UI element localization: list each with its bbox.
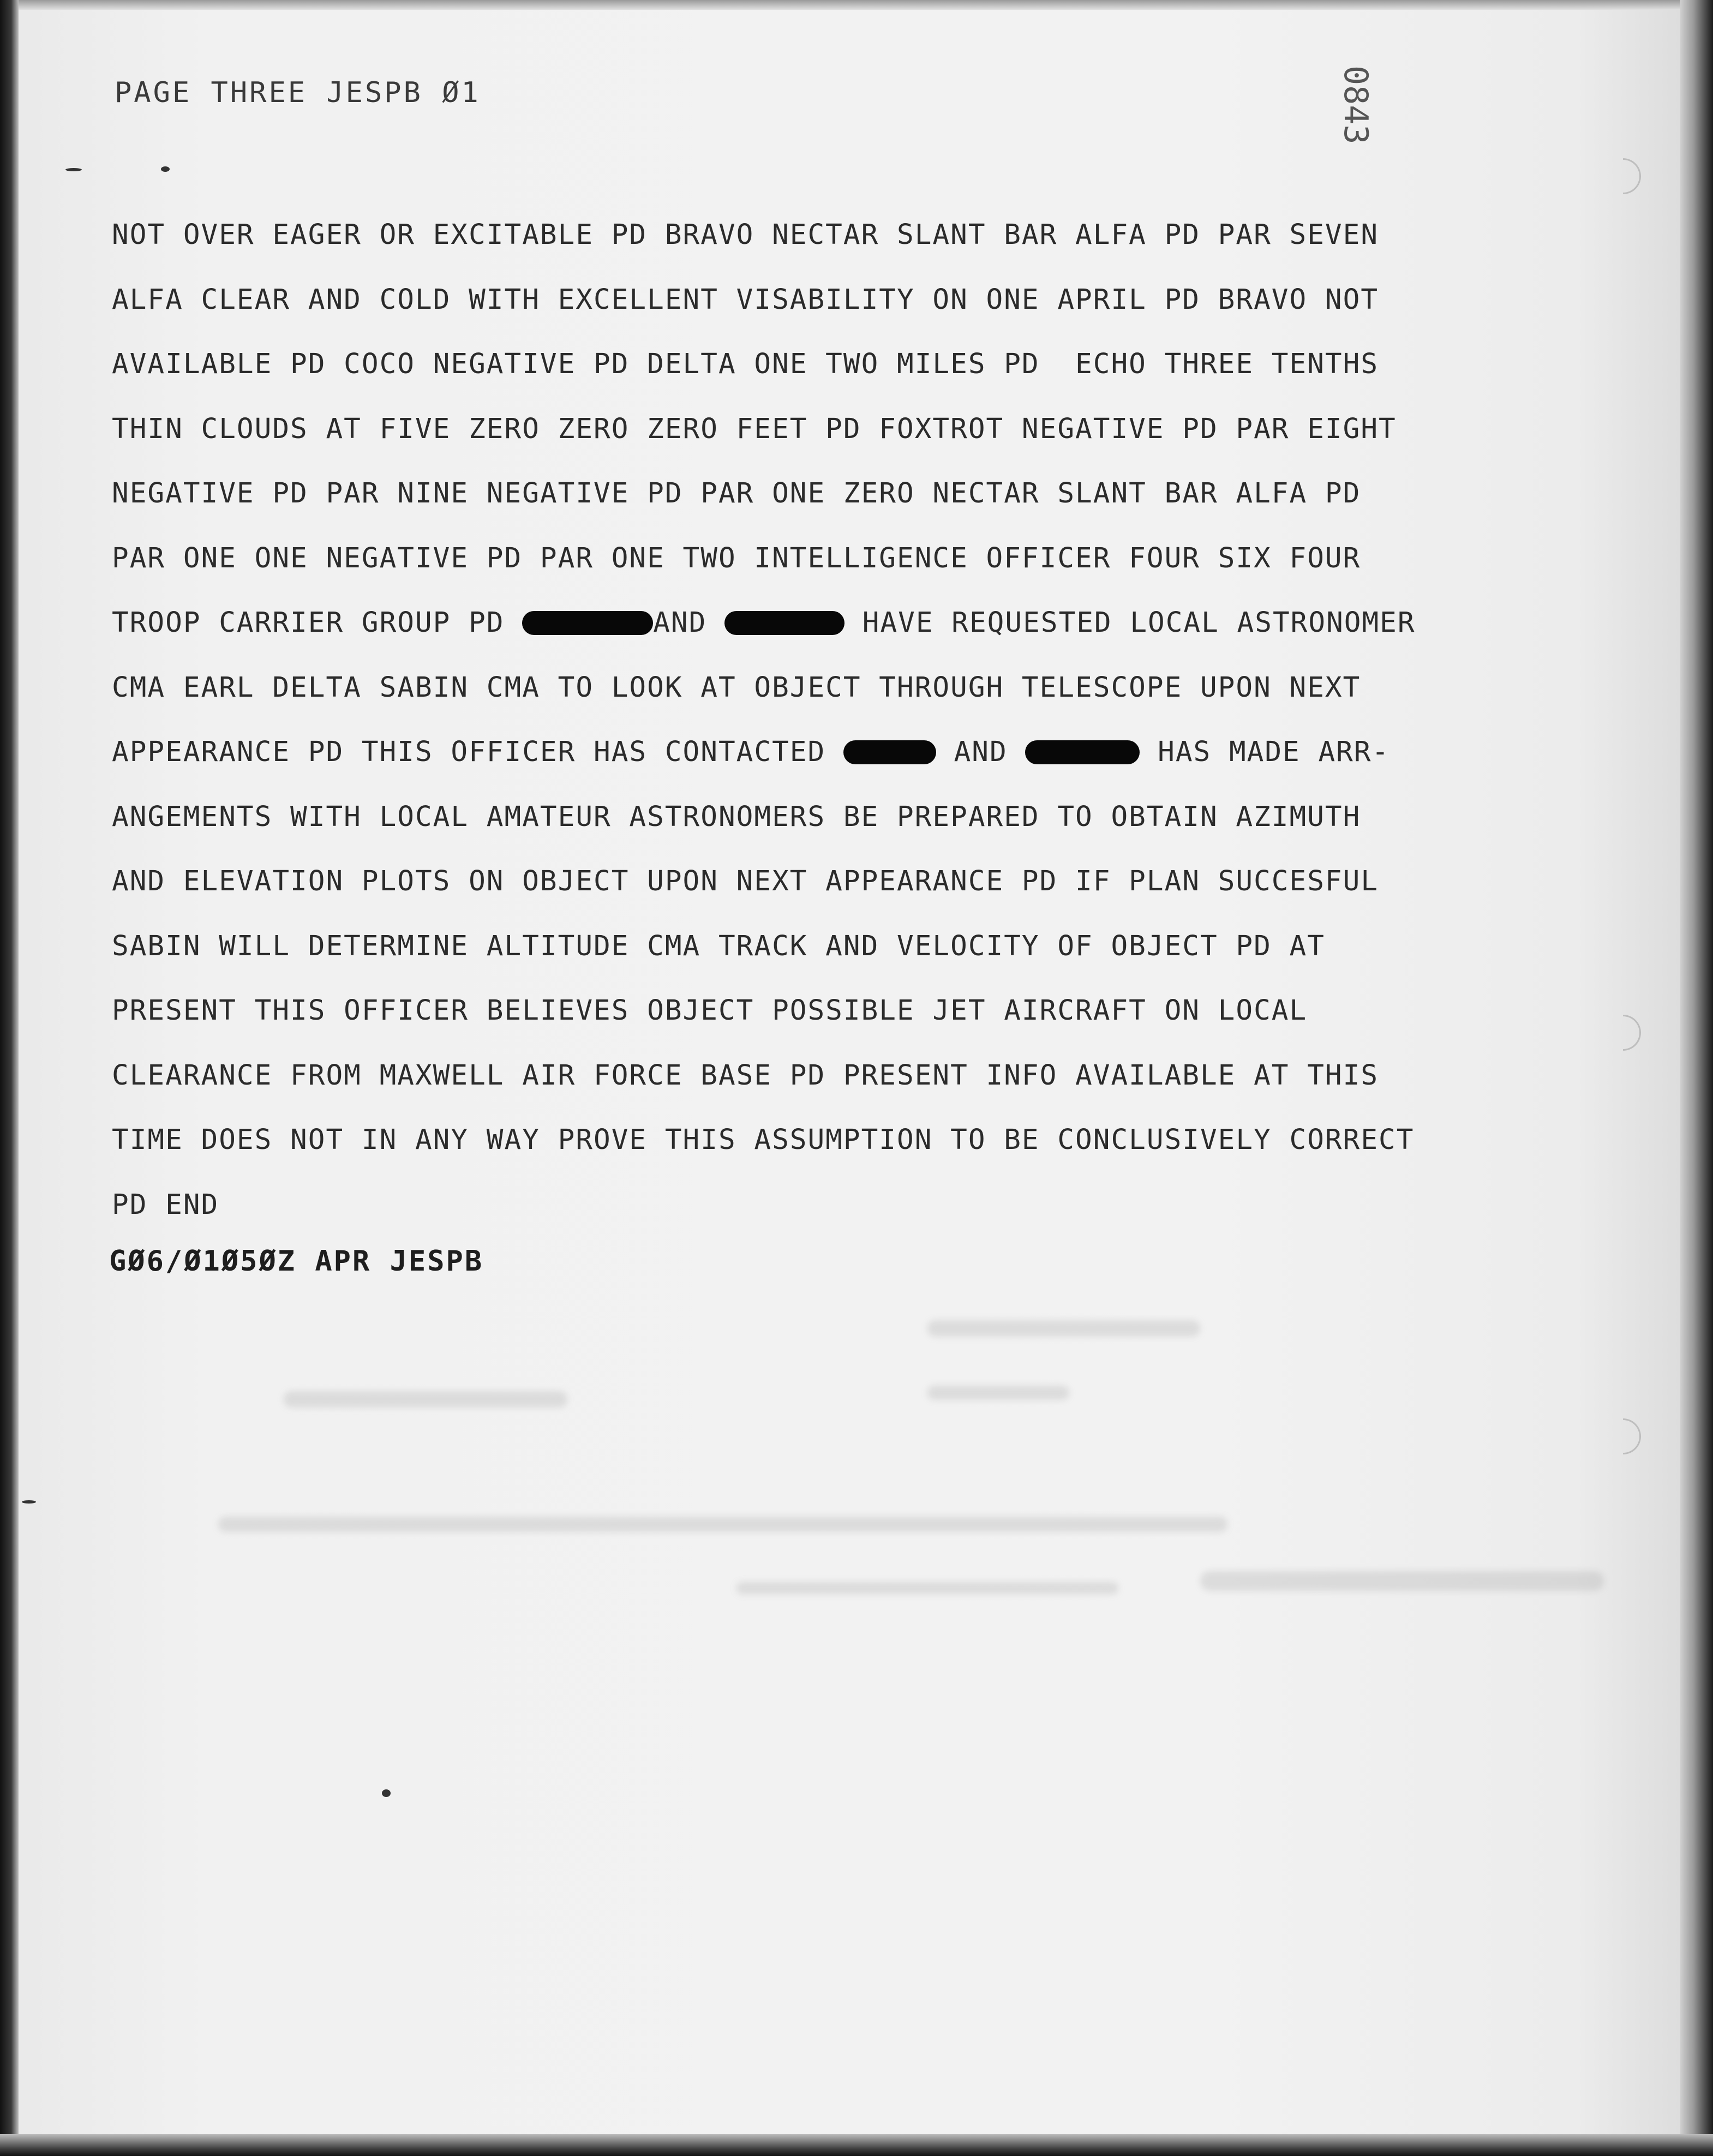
scan-edge-bottom bbox=[0, 2134, 1713, 2156]
redaction-mark bbox=[1025, 740, 1140, 764]
body-line: CLEARANCE FROM MAXWELL AIR FORCE BASE PD PRESENT INFO AVAILABLE AT THIS bbox=[112, 1059, 1379, 1092]
body-line: TIME DOES NOT IN ANY WAY PROVE THIS ASSUMPTION TO BE CONCLUSIVELY CORRECT bbox=[112, 1124, 1415, 1156]
binder-mark bbox=[1623, 158, 1641, 194]
body-segment: HAS MADE ARR- bbox=[1140, 736, 1390, 768]
bleed-through-smudge bbox=[218, 1517, 1227, 1532]
body-line: SABIN WILL DETERMINE ALTITUDE CMA TRACK AND VELOCITY OF OBJECT PD AT bbox=[112, 930, 1325, 962]
body-line bbox=[112, 591, 1618, 656]
ink-speck bbox=[65, 168, 82, 171]
body-line: THIN CLOUDS AT FIVE ZERO ZERO ZERO FEET PD FOXTROT NEGATIVE PD PAR EIGHT bbox=[112, 412, 1397, 445]
scan-edge-right bbox=[1680, 0, 1713, 2156]
redaction-mark bbox=[843, 740, 936, 764]
date-time-group: GØ6/Ø1Ø5ØZ APR JESPB bbox=[109, 1245, 484, 1278]
body-line: CMA EARL DELTA SABIN CMA TO LOOK AT OBJECT THROUGH TELESCOPE UPON NEXT bbox=[112, 671, 1361, 704]
message-body bbox=[112, 203, 1618, 1237]
body-line: NOT OVER EAGER OR EXCITABLE PD BRAVO NECTAR SLANT BAR ALFA PD PAR SEVEN bbox=[112, 219, 1379, 251]
redaction-mark bbox=[522, 611, 653, 635]
body-segment: AND bbox=[653, 607, 725, 639]
binder-mark bbox=[1623, 1418, 1641, 1454]
page-number-stamp: 0843 bbox=[1337, 65, 1375, 145]
body-line: AND ELEVATION PLOTS ON OBJECT UPON NEXT APPEARANCE PD IF PLAN SUCCESFUL bbox=[112, 865, 1379, 897]
bleed-through-smudge bbox=[1200, 1571, 1604, 1591]
scan-edge-top bbox=[0, 0, 1713, 10]
ink-speck bbox=[161, 166, 170, 172]
body-line: AVAILABLE PD COCO NEGATIVE PD DELTA ONE TWO MILES PD ECHO THREE TENTHS bbox=[112, 348, 1379, 380]
bleed-through-smudge bbox=[736, 1582, 1118, 1594]
scan-edge-left bbox=[0, 0, 19, 2156]
ink-speck bbox=[382, 1789, 391, 1797]
bleed-through-smudge bbox=[927, 1386, 1069, 1400]
body-line: PD END bbox=[112, 1188, 219, 1221]
body-line: NEGATIVE PD PAR NINE NEGATIVE PD PAR ONE ZERO NECTAR SLANT BAR ALFA PD bbox=[112, 477, 1361, 510]
body-segment: AND bbox=[936, 736, 1026, 768]
body-line bbox=[112, 720, 1618, 785]
body-line: ALFA CLEAR AND COLD WITH EXCELLENT VISABILITY ON ONE APRIL PD BRAVO NOT bbox=[112, 283, 1379, 316]
page-header: PAGE THREE JESPB Ø1 bbox=[115, 76, 481, 109]
body-line: PRESENT THIS OFFICER BELIEVES OBJECT POSSIBLE JET AIRCRAFT ON LOCAL bbox=[112, 995, 1308, 1027]
ink-speck bbox=[22, 1500, 36, 1504]
body-line: ANGEMENTS WITH LOCAL AMATEUR ASTRONOMERS BE PREPARED TO OBTAIN AZIMUTH bbox=[112, 800, 1361, 833]
redaction-mark bbox=[724, 611, 844, 635]
binder-mark bbox=[1623, 1015, 1641, 1051]
body-segment: APPEARANCE PD THIS OFFICER HAS CONTACTED bbox=[112, 736, 843, 768]
body-segment: HAVE REQUESTED LOCAL ASTRONOMER bbox=[844, 607, 1416, 639]
bleed-through-smudge bbox=[927, 1320, 1200, 1337]
bleed-through-smudge bbox=[284, 1391, 567, 1408]
body-line: PAR ONE ONE NEGATIVE PD PAR ONE TWO INTELLIGENCE OFFICER FOUR SIX FOUR bbox=[112, 542, 1361, 574]
body-segment: TROOP CARRIER GROUP PD bbox=[112, 607, 523, 639]
